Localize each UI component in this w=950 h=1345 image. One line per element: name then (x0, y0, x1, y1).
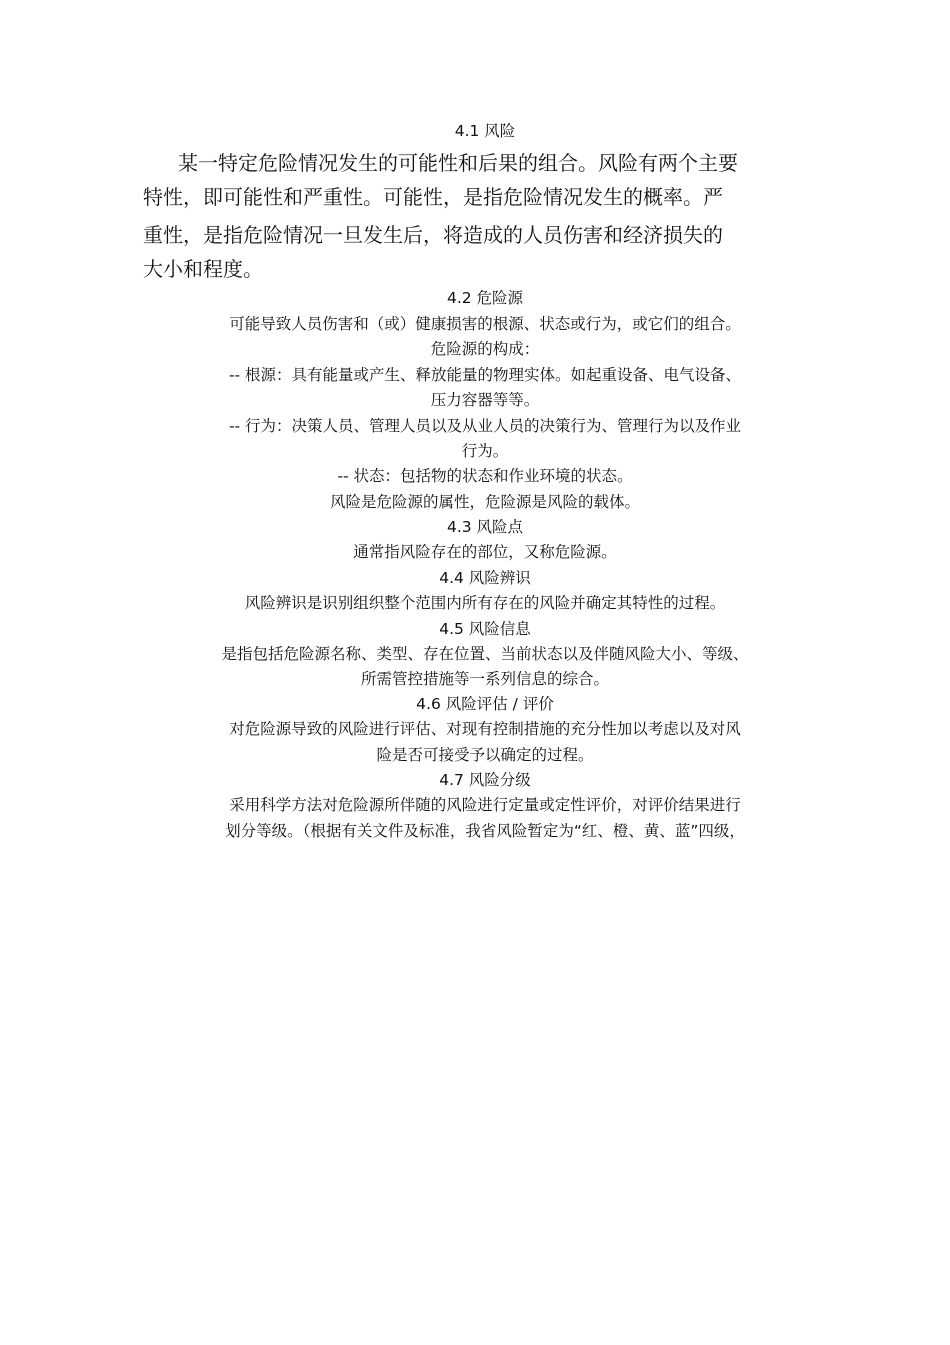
paragraph-line: 可能导致人员伤害和（或）健康损害的根源、状态或行为，或它们的组合。 (229, 315, 741, 333)
paragraph-line: -- 行为：决策人员、管理人员以及从业人员的决策行为、管理行为以及作业 (228, 417, 742, 435)
section-heading-4-1: 4.1 风险 (454, 122, 516, 140)
paragraph-line: 行为。 (461, 442, 509, 460)
paragraph-line: 采用科学方法对危险源所伴随的风险进行定量或定性评价，对评价结果进行 (229, 796, 741, 814)
section-heading-4-7: 4.7 风险分级 (439, 771, 531, 789)
section-heading-4-4: 4.4 风险辨识 (439, 569, 531, 587)
paragraph-line: 风险辨识是识别组织整个范围内所有存在的风险并确定其特性的过程。 (244, 594, 726, 612)
paragraph-line: 通常指风险存在的部位，又称危险源。 (353, 543, 617, 561)
paragraph-line: 压力容器等等。 (430, 391, 540, 409)
paragraph-line: 对危险源导致的风险进行评估、对现有控制措施的充分性加以考虑以及对风 (229, 720, 741, 738)
section-heading-4-6: 4.6 风险评估 / 评价 (416, 695, 554, 713)
paragraph-line: 重性，是指危险情况一旦发生后，将造成的人员伤害和经济损失的 (143, 223, 723, 247)
paragraph-line: 危险源的构成： (430, 340, 540, 358)
paragraph-line: 特性，即可能性和严重性。可能性，是指危险情况发生的概率。严 (143, 185, 723, 209)
paragraph-line: -- 状态：包括物的状态和作业环境的状态。 (337, 467, 633, 485)
section-heading-4-5: 4.5 风险信息 (439, 620, 531, 638)
paragraph-line: 风险是危险源的属性，危险源是风险的载体。 (329, 493, 640, 511)
paragraph-line: 是指包括危险源名称、类型、存在位置、当前状态以及伴随风险大小、等级、 (221, 645, 749, 663)
paragraph-line: 某一特定危险情况发生的可能性和后果的组合。风险有两个主要 (178, 151, 738, 175)
paragraph-line: -- 根源：具有能量或产生、释放能量的物理实体。如起重设备、电气设备、 (228, 366, 742, 384)
paragraph-line: 所需管控措施等一系列信息的综合。 (360, 670, 609, 688)
section-heading-4-2: 4.2 危险源 (446, 289, 524, 307)
paragraph-line: 大小和程度。 (143, 257, 263, 281)
paragraph-line: 险是否可接受予以确定的过程。 (376, 746, 594, 764)
section-heading-4-3: 4.3 风险点 (446, 518, 524, 536)
paragraph-line: 划分等级。（根据有关文件及标准，我省风险暂定为“红、橙、黄、蓝”四级， (225, 822, 745, 840)
